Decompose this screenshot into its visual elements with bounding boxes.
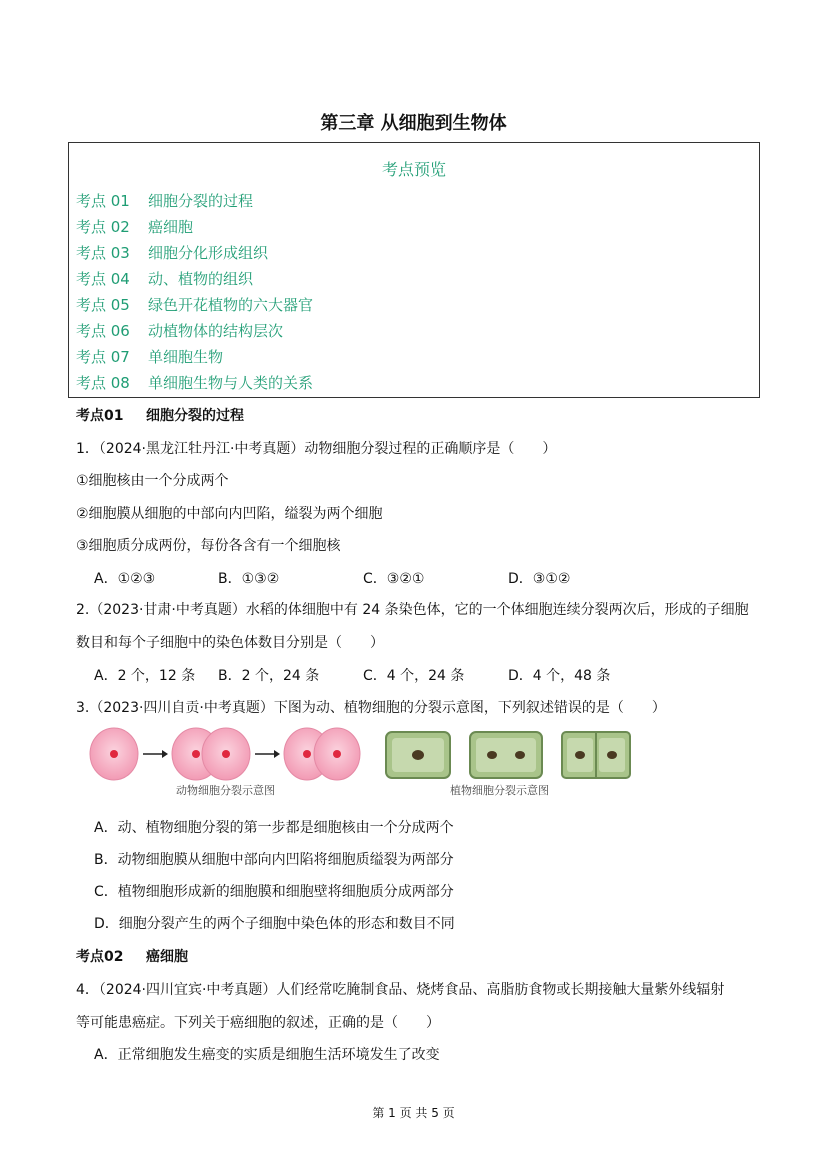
animal-cell-stage-3 — [284, 728, 360, 780]
cell-division-figure — [88, 726, 648, 806]
animal-cell-stage-2 — [172, 728, 250, 780]
preview-box — [68, 142, 760, 398]
option-a: A．动、植物细胞分裂的第一步都是细胞核由一个分成两个 — [94, 820, 454, 836]
option-a: A．①②③ — [94, 571, 156, 587]
question-4-stem: 等可能患癌症。下列关于癌细胞的叙述，正确的是（ ） — [76, 1015, 440, 1031]
preview-item: 考点 03 细胞分化形成组织 — [76, 244, 269, 262]
option-b: B．2 个，24 条 — [218, 668, 320, 684]
plant-caption: 植物细胞分裂示意图 — [450, 784, 549, 797]
animal-caption: 动物细胞分裂示意图 — [176, 784, 275, 797]
page-footer: 第 1 页 共 5 页 — [372, 1106, 455, 1120]
option-a: A．正常细胞发生癌变的实质是细胞生活环境发生了改变 — [94, 1047, 440, 1063]
plant-cell-stage-2 — [470, 732, 542, 778]
question-1-statement: ①细胞核由一个分成两个 — [76, 473, 229, 489]
question-4-stem: 4．（2024·四川宜宾·中考真题）人们经常吃腌制食品、烧烤食品、高脂肪食物或长期接触大量紫外线辐射 — [76, 982, 725, 998]
option-b: B．①③② — [218, 571, 280, 587]
preview-item: 考点 04 动、植物的组织 — [76, 270, 254, 288]
preview-heading: 考点预览 — [381, 160, 446, 179]
arrow-icon — [143, 750, 168, 758]
page-title: 第三章 从细胞到生物体 — [320, 113, 507, 134]
option-a: A．2 个，12 条 — [94, 668, 196, 684]
arrow-icon — [255, 750, 280, 758]
option-c: C．③②① — [363, 571, 425, 587]
question-3-stem: 3.（2023·四川自贡·中考真题）下图为动、植物细胞的分裂示意图，下列叙述错误的是（ ） — [76, 700, 666, 716]
preview-item: 考点 05 绿色开花植物的六大器官 — [76, 296, 314, 314]
plant-cell-stage-1 — [386, 732, 450, 778]
plant-cell-stage-3 — [562, 732, 630, 778]
preview-item: 考点 07 单细胞生物 — [76, 348, 224, 366]
question-1-statement: ②细胞膜从细胞的中部向内凹陷，缢裂为两个细胞 — [76, 506, 383, 522]
section-heading: 考点02 癌细胞 — [76, 949, 188, 965]
preview-item: 考点 01 细胞分裂的过程 — [76, 192, 254, 210]
animal-cell-stage-1 — [90, 728, 138, 780]
preview-item: 考点 08 单细胞生物与人类的关系 — [76, 374, 314, 392]
preview-item: 考点 06 动植物体的结构层次 — [76, 322, 284, 340]
question-2-stem: 数目和每个子细胞中的染色体数目分别是（ ） — [76, 635, 384, 651]
question-2-stem: 2.（2023·甘肃·中考真题）水稻的体细胞中有 24 条染色体，它的一个体细胞连续分裂两次后，形成的子细胞 — [76, 602, 749, 618]
question-1-stem: 1．（2024·黑龙江牡丹江·中考真题）动物细胞分裂过程的正确顺序是（ ） — [76, 441, 557, 457]
option-b: B．动物细胞膜从细胞中部向内凹陷将细胞质缢裂为两部分 — [94, 852, 454, 868]
option-d: D．4 个，48 条 — [508, 668, 611, 684]
option-d: D．细胞分裂产生的两个子细胞中染色体的形态和数目不同 — [94, 916, 455, 932]
section-heading: 考点01 细胞分裂的过程 — [76, 408, 244, 424]
option-c: C．植物细胞形成新的细胞膜和细胞壁将细胞质分成两部分 — [94, 884, 454, 900]
cell-division-diagram — [88, 726, 648, 802]
question-1-statement: ③细胞质分成两份，每份各含有一个细胞核 — [76, 538, 341, 554]
option-d: D．③①② — [508, 571, 571, 587]
option-c: C．4 个，24 条 — [363, 668, 465, 684]
preview-item: 考点 02 癌细胞 — [76, 218, 194, 236]
